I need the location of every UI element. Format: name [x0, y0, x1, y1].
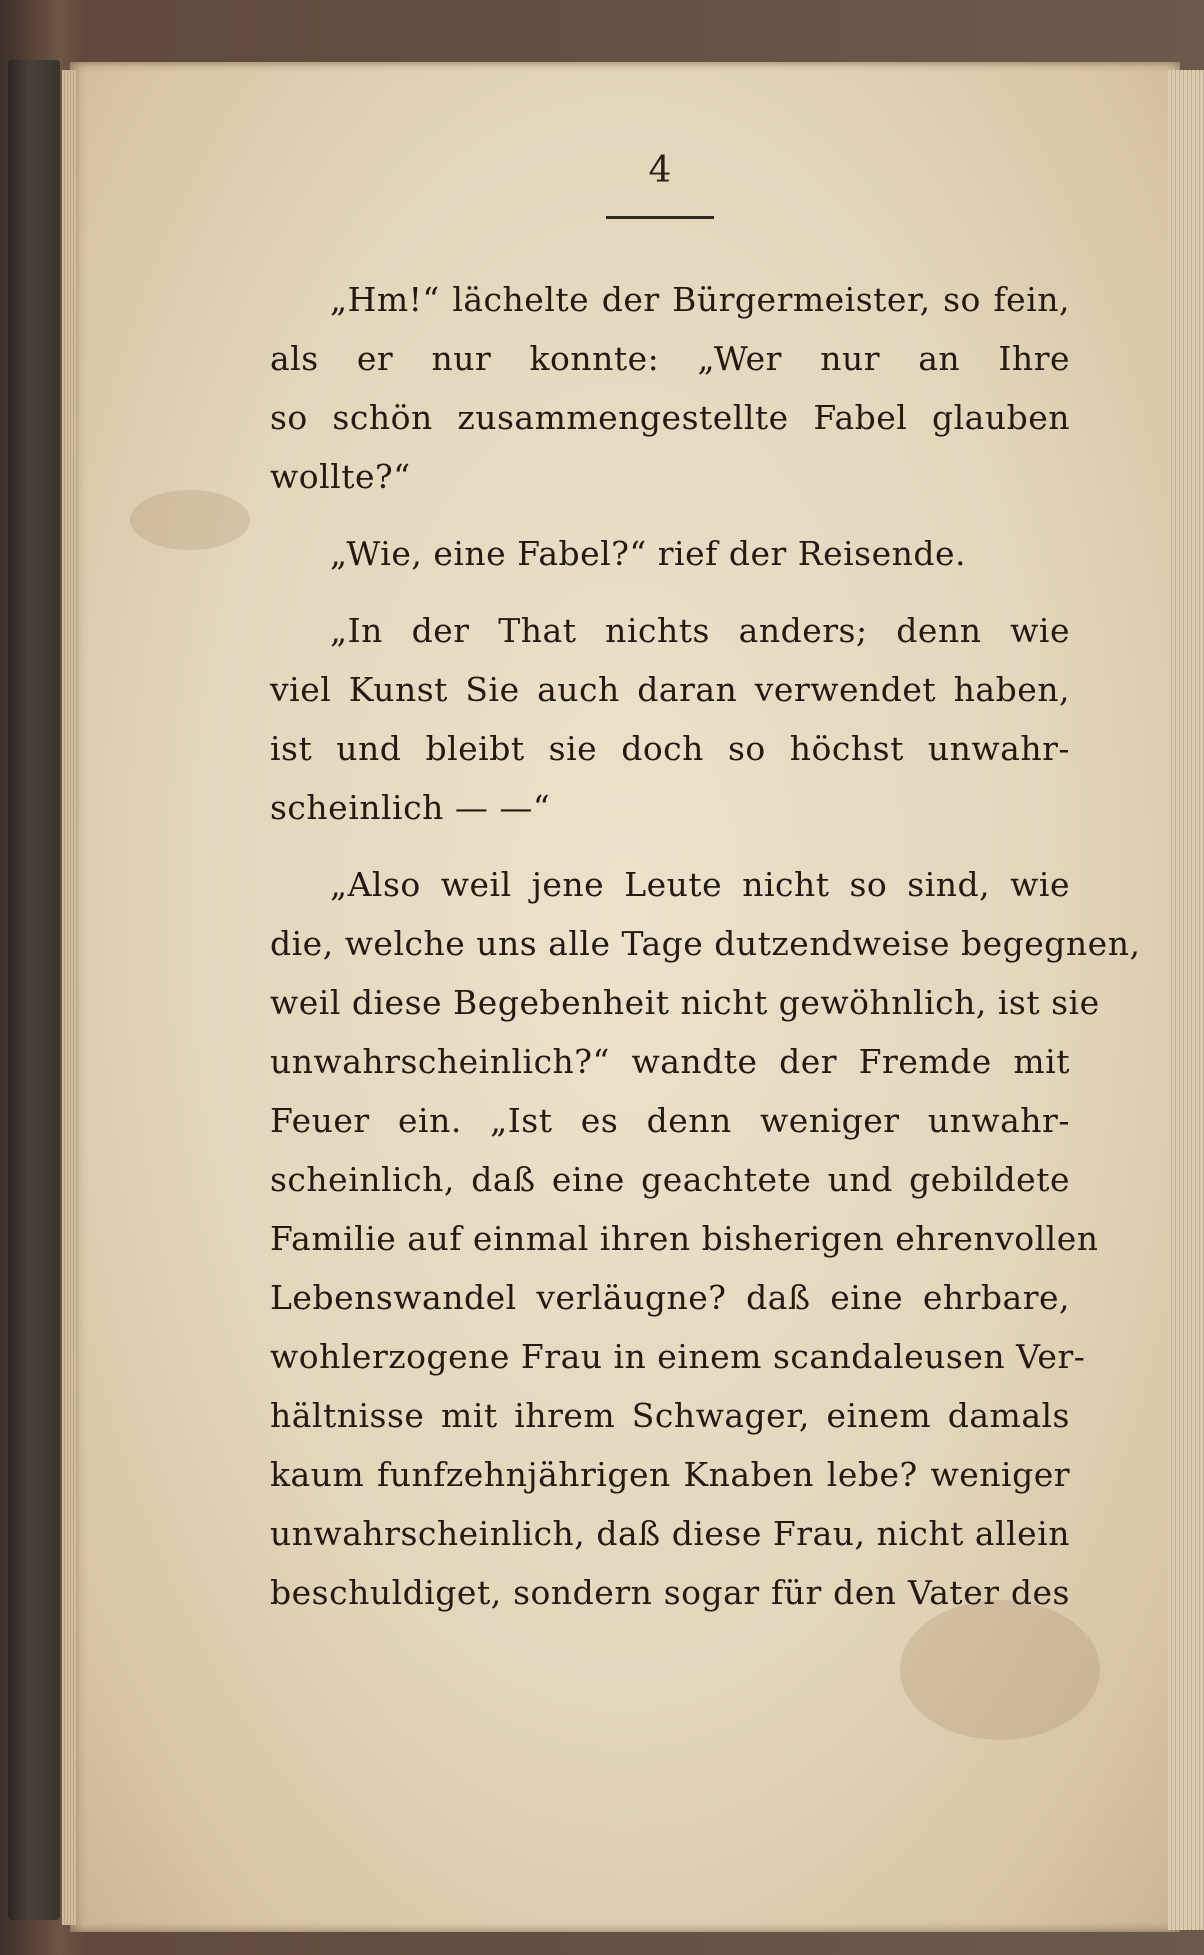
text-line: Feuer ein. „Ist es denn weniger unwahr-: [270, 1101, 1070, 1140]
text-line: „Wie, eine Fabel?“ rief der Reisende.: [330, 534, 967, 573]
text-line: „Also weil jene Leute nicht so sind, wie: [330, 865, 1070, 904]
paragraph: [270, 855, 1141, 1622]
text-line: kaum funfzehnjährigen Knaben lebe? weniger: [270, 1455, 1070, 1494]
paragraph: [270, 601, 1070, 837]
text-line: die, welche uns alle Tage dutzendweise begegnen,: [270, 924, 1141, 963]
text-line: Lebenswandel verläugne? daß eine ehrbare,: [270, 1278, 1070, 1317]
text-line: weil diese Begebenheit nicht gewöhnlich, ist sie: [270, 983, 1100, 1022]
page-stack-left: [62, 70, 76, 1925]
text-line: Familie auf einmal ihren bisherigen ehrenvollen: [270, 1219, 1099, 1258]
header-rule: [606, 216, 714, 219]
text-line: unwahrscheinlich?“ wandte der Fremde mit: [270, 1042, 1070, 1081]
body-text: [270, 270, 1141, 1622]
text-line: als er nur konnte: „Wer nur an Ihre: [270, 339, 1070, 378]
text-line: viel Kunst Sie auch daran verwendet haben,: [270, 670, 1070, 709]
text-line: hältnisse mit ihrem Schwager, einem damals: [270, 1396, 1070, 1435]
text-line: scheinlich, daß eine geachtete und gebildete: [270, 1160, 1070, 1199]
text-line: beschuldiget, sondern sogar für den Vater des: [270, 1573, 1070, 1612]
text-line: wohlerzogene Frau in einem scandaleusen Ver-: [270, 1337, 1086, 1376]
text-line: ist und bleibt sie doch so höchst unwahr-: [270, 729, 1070, 768]
text-line: so schön zusammengestellte Fabel glauben: [270, 398, 1070, 437]
text-line: unwahrscheinlich, daß diese Frau, nicht allein: [270, 1514, 1070, 1553]
page-stack-right: [1168, 70, 1204, 1930]
cover-spine-edge: [8, 60, 60, 1920]
text-line: „In der That nichts anders; denn wie: [330, 611, 1070, 650]
paragraph: [270, 270, 1070, 506]
text-line: wollte?“: [270, 457, 411, 496]
page-number: 4: [648, 150, 672, 191]
paragraph: [270, 524, 1070, 583]
paper-stain: [130, 490, 250, 550]
text-line: scheinlich — —“: [270, 788, 551, 827]
text-line: „Hm!“ lächelte der Bürgermeister, so fein,: [330, 280, 1070, 319]
